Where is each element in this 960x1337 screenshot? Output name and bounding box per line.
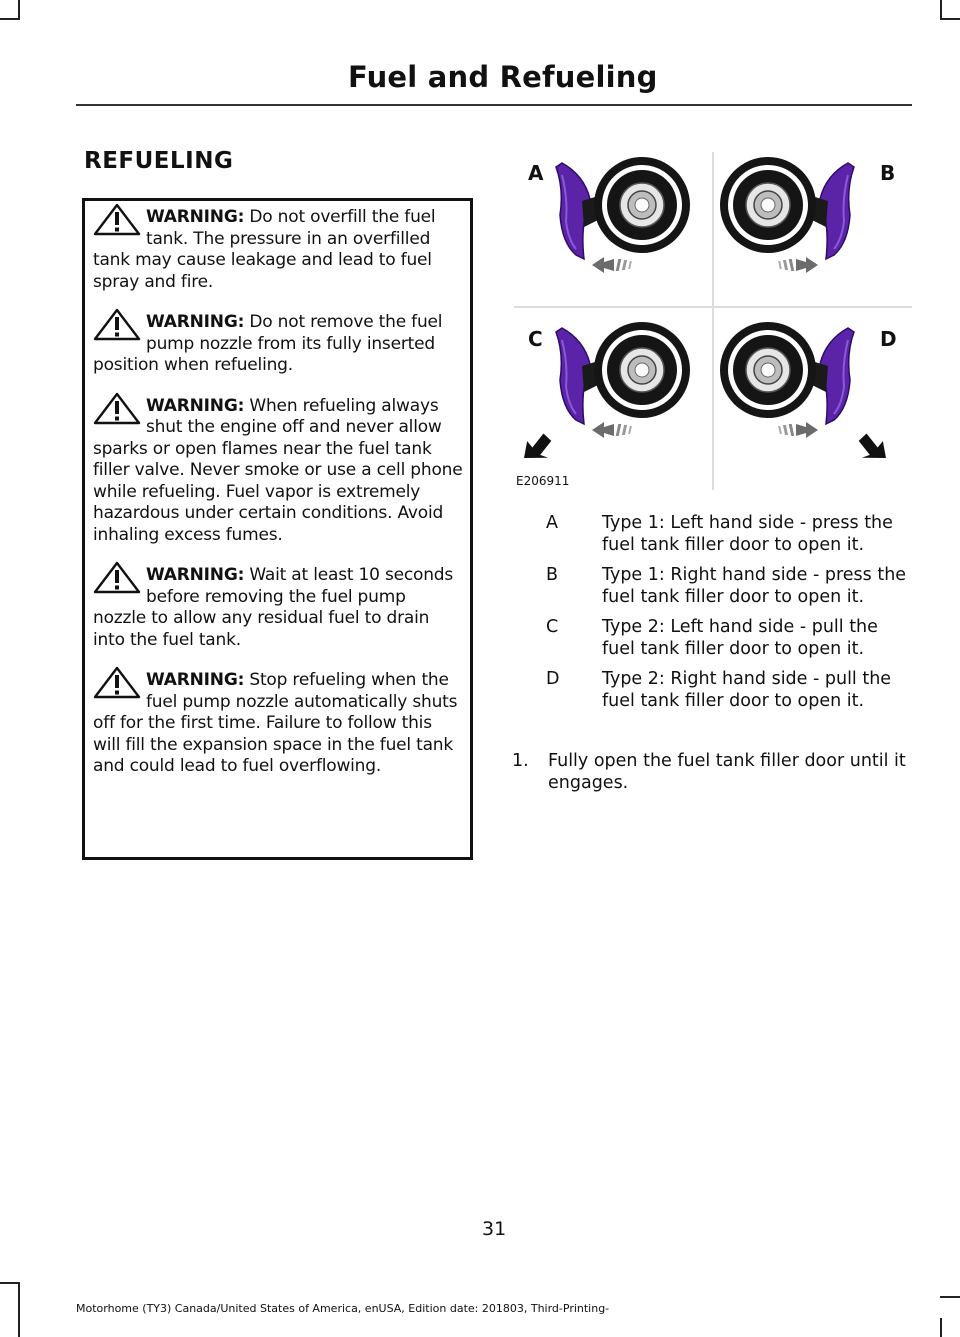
warning-text: Stop refueling when the fuel pump nozzle automatically shuts off for the first time. Failure to follow this will fill the expansion space in the fuel tank and could lead to fuel overflowing. [93, 670, 458, 776]
legend-item [546, 669, 912, 712]
crop-mark-bottom-right-h [940, 1296, 960, 1298]
legend-text: Type 1: Right hand side - press the fuel tank filler door to open it. [602, 565, 907, 607]
figure-code: E206911 [516, 474, 570, 488]
panel-c [518, 322, 690, 467]
warning-item [93, 670, 463, 778]
step-item [512, 750, 912, 794]
panel-d [720, 322, 892, 467]
warning-triangle-icon [93, 392, 143, 426]
crop-mark-top-left-h [0, 18, 20, 20]
warning-item [93, 312, 463, 377]
legend-item [546, 617, 912, 660]
page-footer: Motorhome (TY3) Canada/United States of America, enUSA, Edition date: 201803, Third-Printing- [76, 1302, 610, 1315]
warning-text: When refueling always shut the engine off and never allow sparks or open flames near the fuel tank filler valve. Never smoke or use a cell phone while refueling. Fuel vapor is extremely hazardous under certain conditions. Avoid inhaling excess fumes. [93, 395, 463, 545]
crop-mark-bottom-left-h [0, 1282, 20, 1284]
panel-a [556, 157, 690, 273]
page-number: 31 [482, 1218, 507, 1240]
crop-mark-top-left-v [18, 0, 20, 20]
panel-label-c: C [528, 327, 543, 351]
crop-mark-top-right-v [940, 0, 942, 20]
panel-label-d: D [880, 327, 897, 351]
legend-text: Type 1: Left hand side - press the fuel tank filler door to open it. [602, 513, 893, 555]
legend-text: Type 2: Right hand side - pull the fuel tank filler door to open it. [602, 669, 892, 711]
legend-key: B [546, 565, 559, 585]
figure-legend [546, 513, 912, 721]
legend-key: D [546, 669, 560, 689]
warning-label: WARNING: [146, 207, 245, 227]
panel-label-a: A [528, 161, 544, 185]
header-divider [76, 104, 912, 106]
legend-item [546, 565, 912, 608]
legend-key: C [546, 617, 559, 637]
crop-mark-bottom-left-v [18, 1282, 20, 1337]
panel-b [720, 157, 854, 273]
warning-label: WARNING: [146, 565, 245, 585]
section-title: REFUELING [84, 148, 234, 174]
warning-item [93, 396, 463, 547]
legend-text: Type 2: Left hand side - pull the fuel tank filler door to open it. [602, 617, 878, 659]
warning-triangle-icon [93, 561, 143, 595]
warning-label: WARNING: [146, 395, 245, 416]
procedure-steps [512, 750, 912, 794]
warning-text: Do not remove the fuel pump nozzle from its fully inserted position when refueling. [93, 312, 443, 375]
warning-label: WARNING: [146, 312, 245, 332]
warning-label: WARNING: [146, 670, 245, 690]
warning-triangle-icon [93, 308, 143, 342]
warning-item [93, 207, 463, 293]
step-text: Fully open the fuel tank filler door until it engages. [548, 751, 906, 793]
crop-mark-bottom-right-v [940, 1318, 942, 1337]
warning-text: Wait at least 10 seconds before removing the fuel pump nozzle to allow any residual fuel to drain into the fuel tank. [93, 565, 454, 650]
legend-key: A [546, 513, 558, 533]
fuel-door-illustration [514, 152, 912, 490]
warning-text: Do not overfill the fuel tank. The pressure in an overfilled tank may cause leakage and lead to fuel spray and fire. [93, 207, 436, 292]
crop-mark-top-right-h [940, 18, 960, 20]
legend-item [546, 513, 912, 556]
warnings-box [82, 198, 473, 860]
warning-triangle-icon [93, 203, 143, 237]
warning-triangle-icon [93, 666, 143, 700]
page-header-title: Fuel and Refueling [348, 60, 658, 94]
warning-item [93, 565, 463, 651]
panel-label-b: B [880, 161, 896, 185]
step-number: 1. [512, 751, 529, 771]
